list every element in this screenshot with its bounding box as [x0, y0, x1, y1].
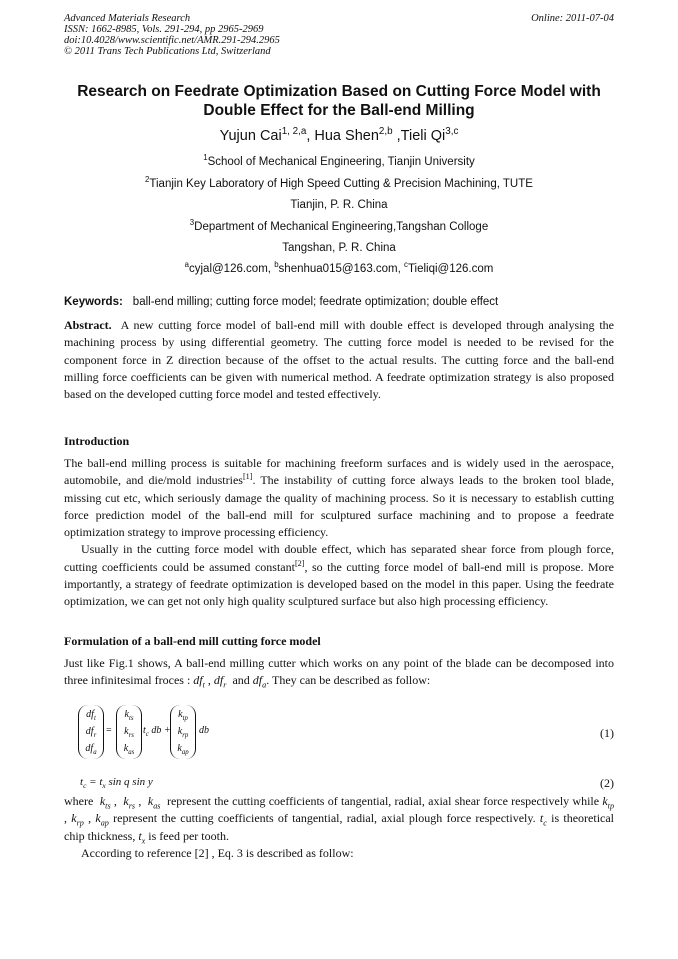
text: , so the cutting force model of ball-end mill is propose. More importantly, a strategy of feedrate optimization is developed based on the model in this paper. Using the feedrate optimization, we can get not only high quality sculptured surface but also high processing efficiency. — [64, 559, 614, 609]
email-link[interactable]: Tieliqi@126.com — [407, 263, 494, 275]
equation-1-number: (1) — [600, 726, 614, 740]
math-inline: $df_t$ — [193, 673, 205, 690]
aff-text: School of Mechanical Engineering, Tianjin University — [207, 156, 475, 168]
online-date: Online: 2011-07-04 — [531, 13, 614, 24]
affiliation-3-city: Tangshan, P. R. China — [282, 242, 396, 254]
keywords-text: ball-end milling; cutting force model; feedrate optimization; double effect — [132, 296, 499, 308]
intro-paragraph-2 — [64, 541, 614, 610]
email-sup: b — [274, 260, 279, 270]
paper-title — [40, 82, 638, 120]
email-sup: c — [404, 260, 408, 270]
abstract-text: A new cutting force model of ball-end mill with double effect is developed through analysing the machining process by using differential geometry. The cutting force model is needed to be revised for the component force in Z direction because of the offset to the actual results. The cutting force and the ball-end milling force coefficients can be given with numerical method. A feedrate optimization strategy is also proposed based on the developed cutting force model and tested effectively. — [64, 318, 614, 402]
author-emails — [0, 260, 678, 275]
affiliation-1 — [0, 153, 678, 168]
text: Usually in the cutting force model with double effect, which has separated shear force from plough force, cutting coefficients could be assumed constant — [64, 542, 614, 574]
author-name: ,Tieli Qi — [392, 128, 446, 144]
journal-header — [64, 13, 614, 57]
author-name: , Hua Shen — [306, 128, 379, 144]
copyright-line: © 2011 Trans Tech Publications Ltd, Switzerland — [64, 46, 271, 57]
affiliation-3 — [0, 218, 678, 233]
title-line-2: Double Effect for the Ball-end Milling — [203, 102, 475, 119]
text: where — [64, 794, 94, 808]
affiliation-2 — [0, 175, 678, 190]
text: represent the cutting coefficients of tangential, radial, axial shear force respectively while — [166, 794, 600, 808]
keywords-label: Keywords: — [64, 296, 123, 308]
aff-text: Department of Mechanical Engineering,Tangshan Collоge — [194, 221, 489, 233]
aff-sup: 3 — [189, 218, 195, 228]
abstract — [64, 317, 614, 403]
formulation-paragraph-1: Just like Fig.1 shows, A ball-end milling cutter which works on any point of the blade can be decomposed into three infinitesimal froces : $df_t$ , $df_r$ and $df_a$. They can be described as follow: — [64, 656, 614, 690]
doi-line: doi:10.4028/www.scientific.net/AMR.291-294.2965 — [64, 35, 280, 46]
email-link[interactable]: cyjal@126.com, — [189, 263, 275, 275]
citation[interactable]: [2] — [294, 558, 305, 568]
aff-text: Tianjin Key Laboratory of High Speed Cutting & Precision Machining, TUTE — [149, 178, 533, 190]
text: . They can be described as follow: — [266, 673, 431, 688]
text: The ball-end milling process is suitable for machining freeform surfaces and is widely used in the aerospace, automobile, and die/mold industries — [64, 456, 614, 488]
text: Just like Fig.1 shows, A ball-end milling cutter which works on any point of the blade can be decomposed into three infinitesimal froces : — [64, 656, 614, 688]
text: represent the cutting coefficients of tangential, radial, axial plough force respectively. — [113, 811, 536, 826]
email-sup: a — [184, 260, 189, 270]
text: is theoretical chip thickness, — [64, 811, 615, 843]
formulation-paragraph-3: According to reference [2] , Eq. 3 is described as follow: — [81, 845, 354, 860]
journal-name: Advanced Materials Research — [64, 13, 191, 24]
vector-df: $df_t$ $df_r$ $df_a$ — [78, 705, 104, 759]
math-inline: $df_r$ — [213, 673, 227, 690]
title-line-1: Research on Feedrate Optimization Based on Cutting Force Model with — [77, 83, 601, 100]
vector-k-shear: $k_{ts}$ $k_{rs}$ $k_{as}$ — [116, 705, 142, 759]
aff-sup: 2 — [145, 175, 150, 185]
author-sup: 1, 2,a — [281, 126, 307, 138]
math-inline: $df_a$ — [252, 673, 267, 690]
author-list — [0, 128, 678, 144]
formulation-paragraph-2: where $k_{ts}$ , $k_{rs}$ , $k_{as}$ represent the cutting coefficients of tangential, radial, axial shear force respectively while $k_{tp}$ , $k_{rp}$ , $k_{ap}$ represent the cutting coefficients of tangential, radial, axial plough force respectively. $t_c$ is theoretical chip thickness, $t_x$ is feed per tooth. According to reference [2] , Eq. 3 is described as follow: — [64, 793, 614, 862]
intro-paragraph-1 — [64, 455, 614, 541]
vector-k-plough: $k_{tp}$ $k_{rp}$ $k_{ap}$ — [170, 705, 196, 759]
formulation-heading: Formulation of a ball-end mill cutting force model — [64, 634, 321, 648]
aff-sup: 1 — [203, 153, 208, 163]
introduction-heading: Introduction — [64, 434, 130, 448]
introduction-body — [64, 455, 614, 611]
issn-line: ISSN: 1662-8985, Vols. 291-294, pp 2965-2969 — [64, 24, 264, 35]
author-sup: 2,b — [378, 126, 393, 138]
keywords — [64, 296, 624, 308]
email-link[interactable]: shenhua015@163.com, — [278, 263, 405, 275]
citation[interactable]: [1] — [242, 472, 253, 482]
affiliation-2-city: Tianjin, P. R. China — [290, 199, 388, 211]
author-sup: 3,c — [445, 126, 459, 138]
equation-2-number: (2) — [600, 776, 614, 790]
author-name: Yujun Cai — [219, 128, 282, 144]
text: . The instability of cutting force always leads to the broken tool blade, missing cut etc, which seriously damage the quality of machining process. So it is necessary to establish cutting force prediction model of the ball-end mill for sculptured surface machining and to propose a feedrate optimization strategy to improve processing efficiency. — [64, 473, 614, 540]
equation-2: $t_c = t_x$ sin q sin y — [80, 776, 153, 791]
abstract-label: Abstract. — [64, 318, 112, 332]
text: is feed per tooth. — [148, 828, 229, 843]
